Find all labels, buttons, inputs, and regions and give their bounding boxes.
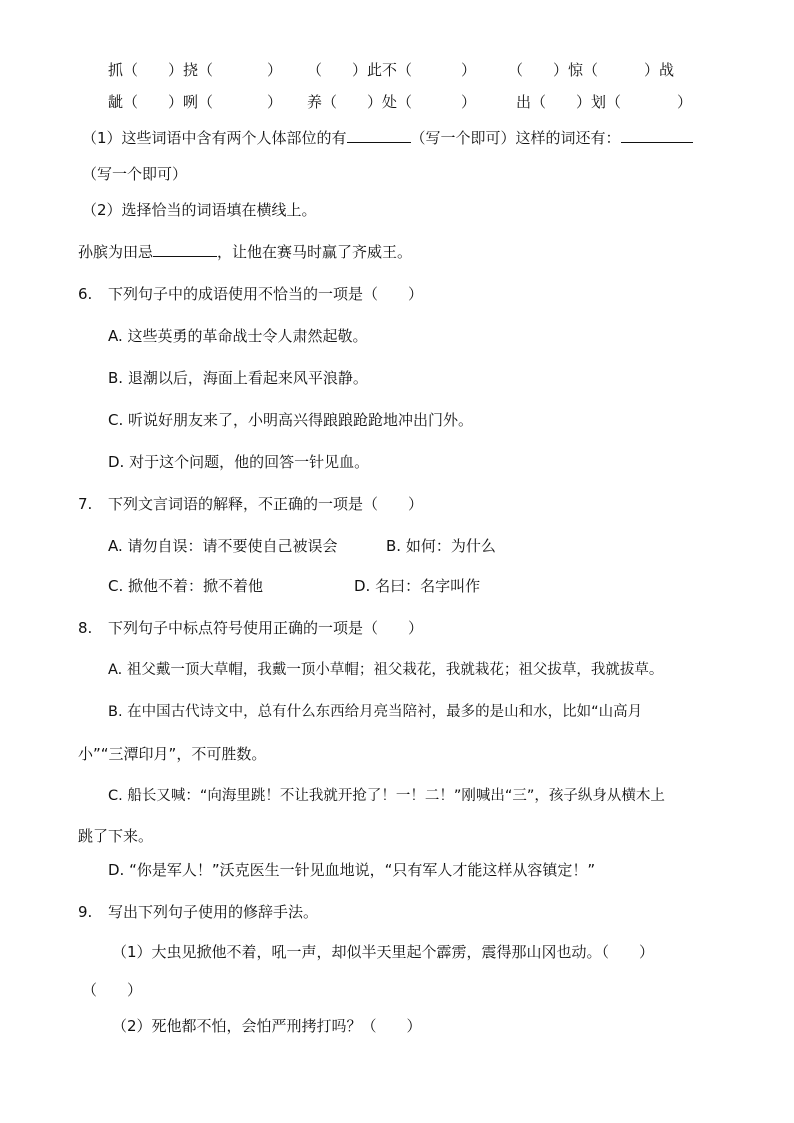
sub2-sentence [78,242,412,262]
q6-option-a[interactable] [108,326,368,346]
q8-option-c-cont: 跳了下来。 [78,827,154,845]
option-text: 听说好朋友来了，小明高兴得踉踉跄跄地冲出门外。 [128,411,474,429]
option-label: D. [108,861,125,879]
q6-number: 6. [78,285,93,303]
q7-number: 7. [78,495,93,513]
grid-cell: ） [677,93,693,111]
option-label: A. [108,537,123,555]
q8-option-a[interactable] [108,660,663,680]
sub1-continuation: （写一个即可） [82,165,188,183]
q6-stem: 下列句子中的成语使用不恰当的一项是（ ） [108,285,424,303]
option-label: C. [108,577,124,595]
option-text: 船长又喊：“向海里跳！不让我就开抢了！一！二！”刚喊出“三”，孩子纵身从横木上 [127,788,665,804]
answer-blank[interactable] [347,128,411,143]
option-text: 祖父戴一顶大草帽，我戴一顶小草帽；祖父栽花，我就栽花；祖父拔草，我就拔草。 [126,662,664,678]
answer-blank[interactable] [153,242,217,257]
grid-cell: ） [267,61,283,79]
q8-stem: 下列句子中标点符号使用正确的一项是（ ） [108,619,424,637]
grid-cell: 抓（ ）挠（ [108,61,214,79]
grid-cell: （ ）此不（ [307,61,413,79]
q8-option-b[interactable] [108,702,642,722]
answer-blank[interactable] [621,128,693,143]
option-text: 请勿自误：请不要使自己被误会 [127,537,338,555]
grid-cell: （ ）惊（ [508,61,599,79]
option-text: 掀他不着：掀不着他 [128,577,264,595]
q8-number: 8. [78,619,93,637]
option-label: A. [108,327,123,345]
option-label: B. [108,369,124,387]
grid-cell: ） [461,61,477,79]
grid-cell: 出（ ）划（ [516,93,622,111]
option-text: 如何：为什么 [405,537,496,555]
q6-option-d[interactable] [108,452,369,472]
option-text: “你是军人！”沃克医生一针见血地说，“只有军人才能这样从容镇定！” [129,861,596,879]
sub-question-1 [82,128,693,148]
option-text: 这些英勇的革命战士令人肃然起敬。 [127,327,368,345]
q8-option-b-cont: 小”“三潭印月”，不可胜数。 [78,745,267,763]
option-label: C. [108,788,123,804]
q9-item-2: （2）死他都不怕，会怕严刑拷打吗？（ ） [112,1017,422,1035]
q7-option-d[interactable] [354,576,480,596]
grid-cell: ） [267,93,283,111]
sub1-middle: （写一个即可）这样的词还有： [410,129,621,147]
option-text: 对于这个问题，他的回答一针见血。 [129,453,370,471]
q7-option-a[interactable] [108,536,338,556]
grid-cell: ） [461,93,477,111]
q7-option-c[interactable] [108,576,263,596]
option-label: B. [386,537,402,555]
q9-stem: 写出下列句子使用的修辞手法。 [108,903,319,921]
q9-number: 9. [78,903,93,921]
q8-option-d[interactable] [108,860,595,880]
grid-cell: 龇（ ）咧（ [108,93,214,111]
sub2-before: 孙膑为田忌 [78,243,154,261]
option-label: A. [108,662,123,678]
option-label: C. [108,411,124,429]
grid-cell: ）战 [644,61,675,79]
q7-option-b[interactable] [386,536,496,556]
option-label: D. [108,453,125,471]
q8-option-c[interactable] [108,786,665,806]
option-text: 退潮以后，海面上看起来风平浪静。 [127,369,368,387]
q6-option-c[interactable] [108,410,473,430]
q9-item-1: （1）大虫见掀他不着，吼一声，却似半天里起个霹雳，震得那山冈也动。（ ） [112,943,655,961]
sub2-after: ，让他在赛马时赢了齐威王。 [217,243,413,261]
q7-stem: 下列文言词语的解释，不正确的一项是（ ） [108,495,424,513]
grid-cell: 养（ ）处（ [307,93,413,111]
option-text: 名曰：名字叫作 [375,577,481,595]
q6-option-b[interactable] [108,368,368,388]
option-text: 在中国古代诗文中，总有什么东西给月亮当陪衬，最多的是山和水，比如“山高月 [127,704,643,720]
q9-item-1-cont: （ ） [82,981,143,999]
option-label: B. [108,704,123,720]
sub2-instruction: （2）选择恰当的词语填在横线上。 [82,201,317,219]
option-label: D. [354,577,371,595]
sub1-prefix: （1）这些词语中含有两个人体部位的有 [82,129,347,147]
